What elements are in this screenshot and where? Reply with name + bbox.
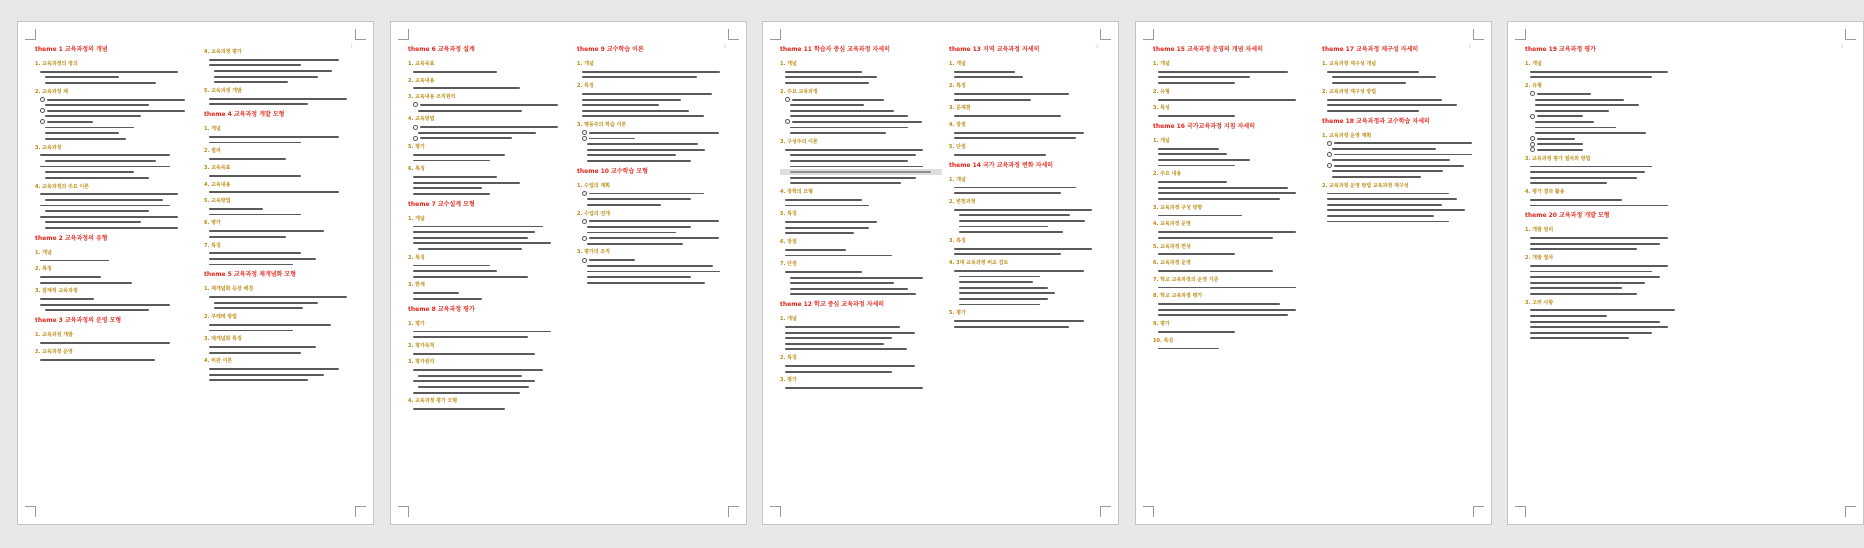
- theme-heading: theme 4 교육과정 개발 모형: [204, 111, 285, 119]
- body-text-line: [949, 324, 1111, 330]
- section-heading: 6. 특징: [408, 166, 425, 173]
- section-heading: 3. 교육내용 조직원리: [408, 94, 456, 101]
- section-heading: 2. 교육내용: [408, 77, 435, 84]
- section-heading: 2. 절차: [204, 148, 221, 155]
- theme-heading: theme 17 교육과정 재구성 자세히: [1322, 46, 1419, 53]
- theme-heading: theme 18 교육과정과 교수학습 자세히: [1322, 117, 1430, 125]
- section-heading: 4. 교육과정 운영: [1153, 221, 1191, 228]
- section-heading: 2. 개발 절차: [1525, 255, 1554, 262]
- section-heading: 2. 수업의 전개: [577, 210, 611, 217]
- body-text-line: [1525, 246, 1687, 252]
- theme-heading: theme 16 국가교육과정 지침 자세히: [1153, 122, 1255, 130]
- crop-mark: [25, 506, 36, 517]
- section-heading: 2. 교육과정 운영 방법 교육과정 재구성: [1322, 182, 1409, 189]
- theme-heading: theme 6 교육과정 설계: [408, 46, 475, 53]
- section-heading: 4. 장점: [949, 121, 966, 128]
- text-column: [577, 46, 739, 285]
- page-number: 1: [350, 44, 353, 49]
- body-text-line: [204, 173, 366, 179]
- section-heading: 3. 행동주의 학습 이론: [577, 122, 627, 129]
- body-text-line: [780, 253, 942, 259]
- section-heading: 6. 장점: [780, 239, 797, 246]
- section-heading: 4. 교육과정 평가: [204, 49, 242, 55]
- section-heading: 5. 단점: [949, 144, 966, 151]
- body-text-line: [408, 158, 570, 164]
- theme-heading: theme 19 교육과정 평가: [1525, 46, 1596, 53]
- section-heading: 2. 특징: [780, 355, 797, 362]
- body-text-line: [780, 130, 942, 136]
- section-heading: 5. 평가: [949, 310, 966, 317]
- body-text-line: [949, 190, 1111, 196]
- body-text-line: [35, 340, 197, 346]
- body-text-line: [204, 190, 366, 196]
- body-text-line: [1322, 80, 1484, 86]
- section-heading: 8. 학교 교육과정 평가: [1153, 293, 1203, 300]
- section-heading: 10. 특징: [1153, 337, 1174, 344]
- section-heading: 1. 개념: [577, 61, 594, 67]
- crop-mark: [1515, 29, 1526, 40]
- section-heading: 2. 주요 교육과정: [780, 88, 818, 95]
- section-heading: 1. 교육과정의 정의: [35, 61, 78, 67]
- section-heading: 1. 평가: [408, 320, 425, 327]
- crop-mark: [355, 506, 366, 517]
- theme-heading: theme 8 교육과정 평가: [408, 305, 475, 313]
- section-heading: 3. 재개념화 특징: [204, 336, 242, 343]
- crop-mark: [1845, 506, 1856, 517]
- body-text-line: [1153, 285, 1315, 291]
- section-heading: 3. 교육과정: [35, 144, 62, 151]
- section-heading: 1. 개념: [780, 61, 797, 67]
- section-heading: 1. 교육목표: [408, 61, 435, 67]
- section-heading: 5. 교육방법: [204, 198, 231, 205]
- crop-mark: [1473, 29, 1484, 40]
- body-text-line: [780, 230, 942, 236]
- section-heading: 3. 평가의 조직: [577, 249, 611, 256]
- body-text-line: [204, 305, 366, 311]
- body-text-line: [1525, 75, 1687, 81]
- body-text-line: [949, 302, 1111, 308]
- crop-mark: [728, 506, 739, 517]
- section-heading: 4. 교육내용: [204, 181, 231, 188]
- body-text-line: [780, 181, 942, 187]
- section-heading: 2. 변천과정: [949, 198, 976, 205]
- body-text-line: [204, 156, 366, 162]
- section-heading: 4. 3대 교육과정 비교 검토: [949, 260, 1009, 267]
- theme-heading: theme 2 교육과정의 유형: [35, 234, 108, 242]
- body-text-line: [1153, 163, 1315, 169]
- body-text-line: [35, 175, 197, 181]
- body-text-line: [949, 113, 1111, 119]
- section-heading: 3. 특성: [1153, 105, 1170, 112]
- theme-heading: theme 13 지역 교육과정 자세히: [949, 46, 1040, 53]
- crop-mark: [355, 29, 366, 40]
- body-text-line: [35, 258, 197, 264]
- section-heading: 2. 교육과정 재구성 방법: [1322, 88, 1377, 95]
- body-text-line: [408, 69, 570, 75]
- body-text-line: [1153, 329, 1315, 335]
- body-text-line: [204, 79, 366, 85]
- section-heading: 3. 평가: [780, 377, 797, 384]
- theme-heading: theme 15 교육과정 운영의 개념 자세히: [1153, 46, 1263, 53]
- body-text-line: [780, 80, 942, 86]
- section-heading: 1. 개념: [949, 176, 966, 183]
- body-text-line: [949, 75, 1111, 81]
- body-text-line: [204, 328, 366, 334]
- body-text-line: [204, 378, 366, 384]
- section-heading: 5. 특징: [780, 211, 797, 218]
- section-heading: 2. 유형: [1153, 88, 1170, 95]
- body-text-line: [949, 136, 1111, 142]
- body-text-line: [1525, 336, 1687, 342]
- body-text-line: [1153, 196, 1315, 202]
- section-heading: 1. 개념: [780, 316, 797, 323]
- document-page: [1135, 21, 1492, 525]
- section-heading: 3. 고려 사항: [1525, 299, 1554, 306]
- body-text-line: [408, 351, 570, 357]
- body-text-line: [949, 97, 1111, 103]
- body-text-line: [949, 229, 1111, 235]
- section-heading: 2. 교육과정 제: [35, 88, 69, 95]
- section-heading: 1. 개념: [204, 126, 221, 133]
- text-column: [780, 46, 942, 391]
- section-heading: 5. 교육과정 편성: [1153, 243, 1191, 250]
- section-heading: 2. 특징: [35, 266, 52, 273]
- body-text-line: [1153, 80, 1315, 86]
- document-page: [762, 21, 1119, 525]
- section-heading: 1. 수업의 계획: [577, 182, 611, 189]
- body-text-line: [1153, 268, 1315, 274]
- theme-heading: theme 9 교수학습 이론: [577, 46, 644, 53]
- section-heading: 4. 장학의 모형: [780, 189, 814, 196]
- section-heading: 1. 개념: [1525, 61, 1542, 67]
- section-heading: 3. 구성주의 이론: [780, 138, 818, 145]
- section-heading: 2. 주요 내용: [1153, 171, 1182, 178]
- section-heading: 1. 교육과정 재구성 개념: [1322, 61, 1377, 67]
- theme-heading: theme 3 교육과정의 운영 모형: [35, 317, 122, 325]
- theme-heading: theme 14 국가 교육과정 변화 자세히: [949, 161, 1054, 169]
- theme-heading: theme 11 학습자 중심 교육과정 자세히: [780, 46, 890, 53]
- body-text-line: [780, 203, 942, 209]
- theme-heading: theme 10 교수학습 모형: [577, 167, 648, 175]
- body-text-line: [577, 114, 739, 120]
- body-text-line: [35, 136, 197, 142]
- body-text-line: [1153, 97, 1315, 103]
- section-heading: 4. 평가 결과 활용: [1525, 189, 1565, 196]
- page-number: 3: [1095, 44, 1098, 49]
- section-heading: 1. 개발 원리: [1525, 227, 1554, 234]
- body-text-line: [1153, 312, 1315, 318]
- section-heading: 2. 평가목적: [408, 342, 435, 349]
- body-text-line: [408, 406, 570, 412]
- section-heading: 3. 평가원리: [408, 359, 435, 366]
- section-heading: 1. 개념: [1153, 61, 1170, 67]
- body-text-line: [408, 274, 570, 280]
- section-heading: 1. 개념: [949, 61, 966, 67]
- theme-heading: theme 5 교육과정 재개념화 모형: [204, 271, 297, 279]
- crop-mark: [25, 29, 36, 40]
- theme-heading: theme 1 교육과정의 개념: [35, 46, 108, 53]
- section-heading: 3. 교육과정 구성 방향: [1153, 204, 1203, 211]
- body-text-line: [204, 234, 366, 240]
- crop-mark: [1100, 506, 1111, 517]
- section-heading: 9. 평가: [1153, 321, 1170, 328]
- crop-mark: [770, 506, 781, 517]
- body-text-line: [1153, 252, 1315, 258]
- section-heading: 1. 교육과정 개발: [35, 332, 73, 339]
- body-text-line: [408, 334, 570, 340]
- section-heading: 6. 평가: [204, 220, 221, 227]
- body-text-line: [35, 280, 197, 286]
- crop-mark: [398, 29, 409, 40]
- crop-mark: [1515, 506, 1526, 517]
- section-heading: 4. 교육과정 평가 모형: [408, 398, 458, 405]
- document-page: [390, 21, 747, 525]
- section-heading: 7. 특징: [204, 242, 221, 249]
- crop-mark: [728, 29, 739, 40]
- section-heading: 2. 교육과정 운영: [35, 348, 73, 355]
- document-page: [17, 21, 374, 525]
- section-heading: 3. 잠재적 교육과정: [35, 288, 78, 295]
- section-heading: 1. 교육과정 운영 계획: [1322, 132, 1372, 139]
- section-heading: 3. 교육과정 평가 절차와 방법: [1525, 155, 1591, 162]
- section-heading: 3. 교육목표: [204, 164, 231, 171]
- body-text-line: [408, 390, 570, 396]
- body-text-line: [577, 241, 739, 247]
- page-number: 2: [723, 44, 726, 49]
- text-column: [204, 46, 366, 383]
- section-heading: 3. 특징: [949, 237, 966, 244]
- body-text-line: [1153, 235, 1315, 241]
- body-text-line: [204, 350, 366, 356]
- crop-mark: [1143, 29, 1154, 40]
- document-page: [1507, 21, 1864, 525]
- body-text-line: [949, 252, 1111, 258]
- body-text-line: [577, 75, 739, 81]
- text-column: [35, 46, 197, 362]
- crop-mark: [1473, 506, 1484, 517]
- body-text-line: [408, 136, 570, 142]
- section-heading: 4. 교육방법: [408, 116, 435, 123]
- body-text-line: [780, 347, 942, 353]
- theme-heading: theme 12 학교 중심 교육과정 자세히: [780, 301, 885, 309]
- body-text-line: [1525, 291, 1687, 297]
- crop-mark: [1100, 29, 1111, 40]
- body-text-line: [408, 108, 570, 114]
- crop-mark: [398, 506, 409, 517]
- section-heading: 1. 재개념화 등장 배경: [204, 286, 254, 293]
- body-text-line: [577, 280, 739, 286]
- section-heading: 2. 쿠레레 방법: [204, 314, 238, 321]
- body-text-line: [204, 212, 366, 218]
- section-heading: 2. 특징: [949, 83, 966, 90]
- body-text-line: [1322, 174, 1484, 180]
- body-text-line: [35, 357, 197, 363]
- section-heading: 1. 개념: [1153, 137, 1170, 144]
- section-heading: 5. 평가: [408, 144, 425, 151]
- text-column: [1322, 46, 1484, 224]
- section-heading: 2. 특징: [408, 254, 425, 261]
- text-column: [1525, 46, 1687, 341]
- page-number: 4: [1468, 44, 1471, 49]
- theme-heading: theme 7 교수설계 모형: [408, 200, 475, 208]
- body-text-line: [408, 246, 570, 252]
- page-number: 5: [1840, 44, 1843, 49]
- body-text-line: [408, 86, 570, 92]
- text-column: [1153, 46, 1315, 351]
- body-text-line: [204, 140, 366, 146]
- section-heading: 4. 교육과정의 주요 이론: [35, 183, 90, 190]
- body-text-line: [1525, 181, 1687, 187]
- body-text-line: [1322, 219, 1484, 225]
- body-text-line: [1153, 346, 1315, 352]
- body-text-line: [35, 80, 197, 86]
- text-column: [408, 46, 570, 412]
- crop-mark: [770, 29, 781, 40]
- text-column: [949, 46, 1111, 329]
- crop-mark: [1845, 29, 1856, 40]
- section-heading: 5. 교육과정 개발: [204, 87, 242, 94]
- body-text-line: [780, 369, 942, 375]
- section-heading: 2. 유형: [1525, 83, 1542, 90]
- section-heading: 6. 교육과정 운영: [1153, 260, 1191, 267]
- body-text-line: [1525, 147, 1687, 153]
- section-heading: 2. 특징: [577, 83, 594, 90]
- body-text-line: [780, 385, 942, 391]
- section-heading: 7. 학교 교육과정의 운영 기준: [1153, 276, 1219, 283]
- section-heading: 3. 한계: [408, 282, 425, 289]
- body-text-line: [1153, 213, 1315, 219]
- theme-heading: theme 20 교육과정 개발 모형: [1525, 212, 1610, 220]
- section-heading: 1. 개념: [35, 249, 52, 256]
- body-text-line: [577, 202, 739, 208]
- crop-mark: [1143, 506, 1154, 517]
- section-heading: 1. 개념: [408, 215, 425, 222]
- section-heading: 3. 문제점: [949, 105, 971, 112]
- section-heading: 4. 비판 이론: [204, 358, 233, 365]
- section-heading: 7. 단점: [780, 261, 797, 268]
